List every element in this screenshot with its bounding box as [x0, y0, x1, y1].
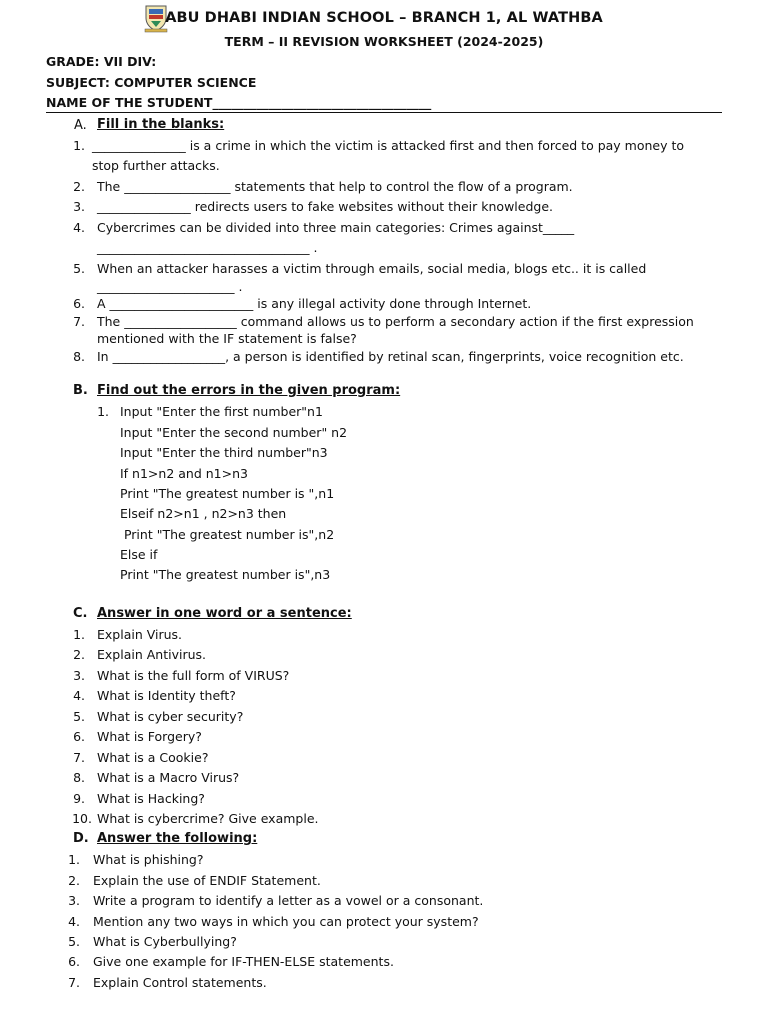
list-item-number: 6.: [73, 296, 85, 311]
list-item: What is Forgery?: [97, 729, 202, 744]
section-b-title: Find out the errors in the given program:: [97, 383, 401, 398]
code-line: Else if: [120, 547, 158, 562]
section-a-title: Fill in the blanks:: [97, 117, 225, 132]
list-item-number: 4.: [73, 688, 85, 703]
list-item-continuation: stop further attacks.: [92, 158, 220, 173]
list-item: What is phishing?: [93, 852, 204, 867]
list-item-number: 4.: [73, 220, 85, 235]
section-a-letter: A.: [74, 118, 87, 133]
student-name-field: NAME OF THE STUDENT___________________________________: [46, 95, 432, 110]
section-b-letter: B.: [73, 383, 88, 398]
code-line: Print "The greatest number is ",n1: [120, 486, 335, 501]
list-item: Explain Control statements.: [93, 975, 267, 990]
list-item: What is cybercrime? Give example.: [97, 811, 319, 826]
code-line: Input "Enter the third number"n3: [120, 445, 328, 460]
list-item: What is Hacking?: [97, 791, 205, 806]
list-item-number: 2.: [73, 179, 85, 194]
list-item-continuation: ______________________ .: [97, 279, 243, 294]
worksheet-title: TERM – II REVISION WORKSHEET (2024-2025): [224, 34, 544, 49]
list-item: A _______________________ is any illegal activity done through Internet.: [97, 296, 532, 311]
list-item: What is the full form of VIRUS?: [97, 668, 290, 683]
list-item: Mention any two ways in which you can protect your system?: [93, 914, 479, 929]
section-d-title: Answer the following:: [97, 831, 258, 846]
section-c-letter: C.: [73, 606, 88, 621]
list-item-number: 8.: [73, 349, 85, 364]
list-item: Explain the use of ENDIF Statement.: [93, 873, 321, 888]
list-item-number: 5.: [73, 709, 85, 724]
subject-field: SUBJECT: COMPUTER SCIENCE: [46, 75, 257, 90]
list-item-number: 10.: [72, 811, 92, 826]
list-item-number: 3.: [73, 199, 85, 214]
list-item-number: 7.: [73, 314, 85, 329]
list-item-number: 1.: [73, 138, 85, 153]
code-line: Elseif n2>n1 , n2>n3 then: [120, 506, 287, 521]
section-d-letter: D.: [73, 831, 89, 846]
section-c-title: Answer in one word or a sentence:: [97, 606, 352, 621]
list-item-number: 5.: [68, 934, 80, 949]
list-item: What is Identity theft?: [97, 688, 236, 703]
list-item-number: 4.: [68, 914, 80, 929]
list-item-number: 2.: [68, 873, 80, 888]
code-line: Input "Enter the second number" n2: [120, 425, 348, 440]
list-item: What is cyber security?: [97, 709, 244, 724]
list-item-number: 8.: [73, 770, 85, 785]
list-item-number: 5.: [73, 261, 85, 276]
list-item: In __________________, a person is identified by retinal scan, fingerprints, voice recognition etc.: [97, 349, 684, 364]
code-line: Input "Enter the first number"n1: [120, 404, 323, 419]
list-item-number: 1.: [97, 404, 109, 419]
list-item: Give one example for IF-THEN-ELSE statements.: [93, 954, 394, 969]
list-item: What is a Macro Virus?: [97, 770, 240, 785]
list-item-number: 6.: [68, 954, 80, 969]
list-item: Explain Virus.: [97, 627, 183, 642]
code-line: If n1>n2 and n1>n3: [120, 466, 248, 481]
header-divider: [46, 112, 722, 113]
list-item-number: 2.: [73, 647, 85, 662]
list-item: The __________________ command allows us to perform a secondary action if the first expression: [97, 314, 694, 329]
code-line: Print "The greatest number is",n2: [120, 527, 335, 542]
list-item: _______________ is a crime in which the victim is attacked first and then forced to pay money to: [92, 138, 685, 153]
list-item-number: 6.: [73, 729, 85, 744]
list-item: What is a Cookie?: [97, 750, 209, 765]
list-item: What is Cyberbullying?: [93, 934, 237, 949]
list-item: _______________ redirects users to fake websites without their knowledge.: [97, 199, 553, 214]
grade-field: GRADE: VII DIV:: [46, 54, 157, 69]
list-item: When an attacker harasses a victim through emails, social media, blogs etc.. it is called: [97, 261, 647, 276]
list-item-continuation: mentioned with the IF statement is false?: [97, 331, 357, 346]
list-item-number: 3.: [68, 893, 80, 908]
list-item-number: 1.: [68, 852, 80, 867]
list-item-number: 9.: [73, 791, 85, 806]
list-item: Explain Antivirus.: [97, 647, 206, 662]
list-item-number: 3.: [73, 668, 85, 683]
school-name: ABU DHABI INDIAN SCHOOL – BRANCH 1, AL WATHBA: [165, 10, 603, 26]
list-item-continuation: __________________________________ .: [97, 240, 318, 255]
list-item: Write a program to identify a letter as a vowel or a consonant.: [93, 893, 484, 908]
list-item: Cybercrimes can be divided into three main categories: Crimes against_____: [97, 220, 575, 235]
list-item-number: 7.: [68, 975, 80, 990]
list-item-number: 1.: [73, 627, 85, 642]
list-item: The _________________ statements that help to control the flow of a program.: [97, 179, 573, 194]
code-line: Print "The greatest number is",n3: [120, 567, 331, 582]
list-item-number: 7.: [73, 750, 85, 765]
